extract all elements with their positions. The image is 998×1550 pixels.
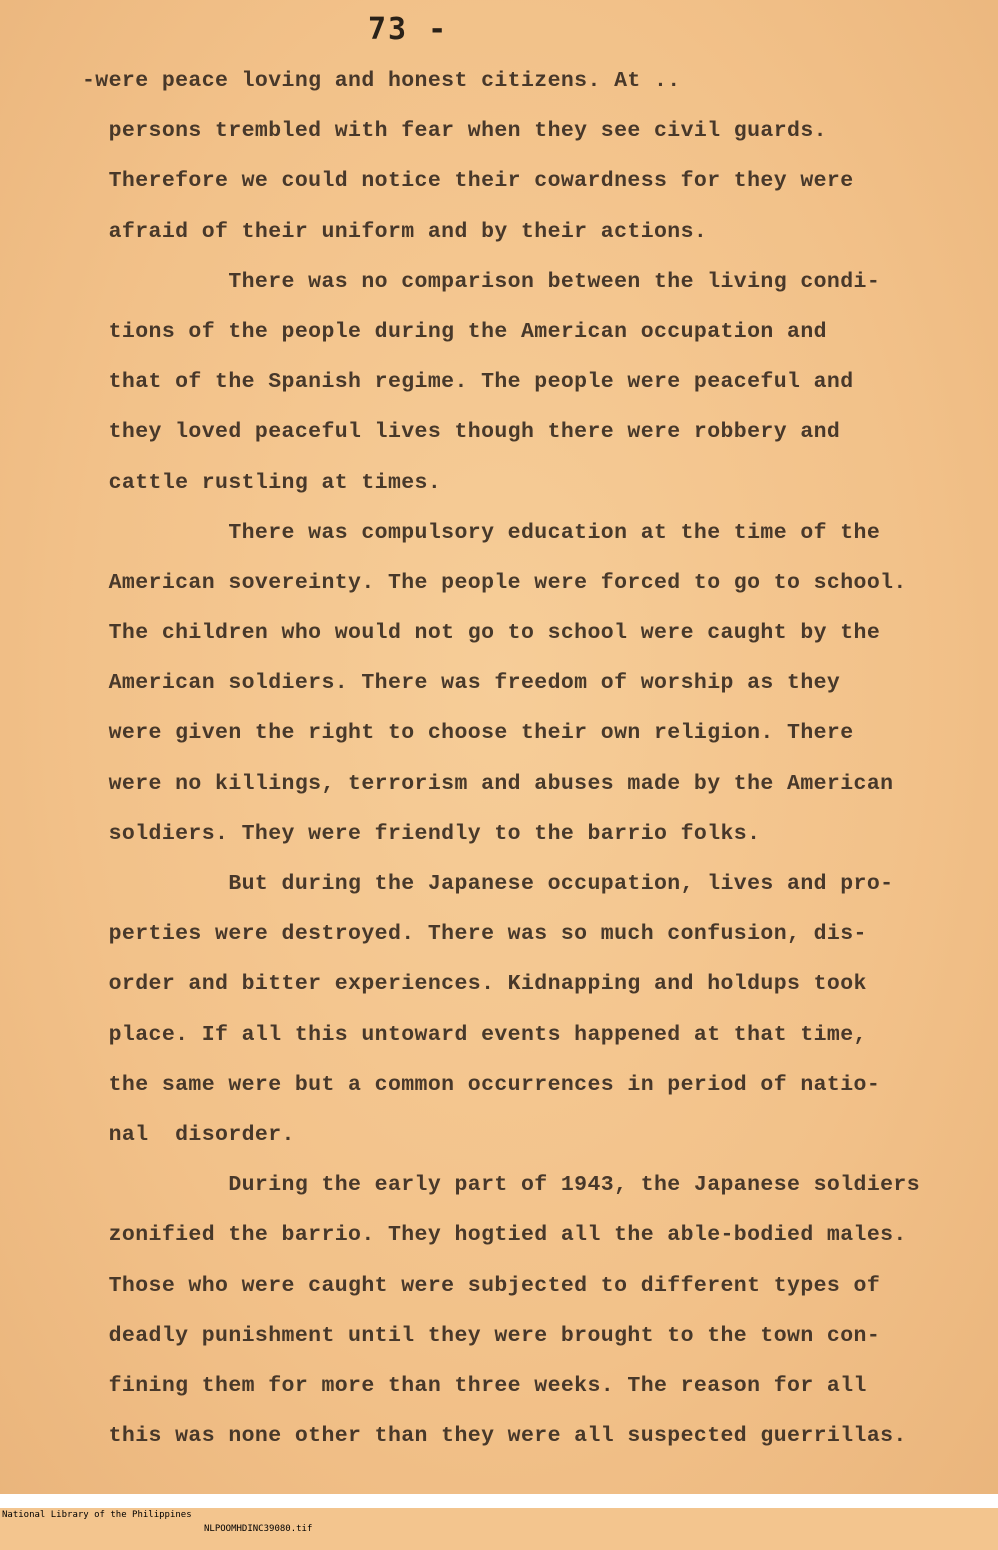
text-line: perties were destroyed. There was so much confusion, dis- xyxy=(82,922,867,947)
text-line: During the early part of 1943, the Japanese soldiers xyxy=(82,1173,921,1198)
text-line: There was no comparison between the living condi- xyxy=(82,269,881,294)
text-line: American soldiers. There was freedom of worship as they xyxy=(82,671,841,696)
text-line: cattle rustling at times. xyxy=(82,470,442,495)
text-line: American sovereinty. The people were forced to go to school. xyxy=(82,570,907,595)
text-line: Those who were caught were subjected to different types of xyxy=(82,1273,881,1298)
text-line: place. If all this untoward events happened at that time, xyxy=(82,1022,867,1047)
text-line: the same were but a common occurrences in period of natio- xyxy=(82,1072,881,1097)
body-text xyxy=(82,64,982,1469)
text-line: zonified the barrio. They hogtied all the able-bodied males. xyxy=(82,1223,907,1248)
text-line: afraid of their uniform and by their actions. xyxy=(82,219,708,244)
text-line: that of the Spanish regime. The people were peaceful and xyxy=(82,370,854,395)
file-name: NLPOOMHDINC39080.tif xyxy=(204,1524,313,1534)
text-line: -were peace loving and honest citizens. At .. xyxy=(82,69,681,93)
text-line: were no killings, terrorism and abuses made by the American xyxy=(82,771,894,796)
text-line: tions of the people during the American occupation and xyxy=(82,319,827,344)
text-line: soldiers. They were friendly to the barrio folks. xyxy=(82,821,761,846)
text-line: this was none other than they were all suspected guerrillas. xyxy=(82,1424,907,1449)
text-line: nal disorder. xyxy=(82,1122,295,1147)
scan-footer xyxy=(0,1494,998,1534)
text-line: But during the Japanese occupation, lives and pro- xyxy=(82,872,894,896)
text-line: fining them for more than three weeks. The reason for all xyxy=(82,1373,867,1398)
text-line: they loved peaceful lives though there were robbery and xyxy=(82,420,841,445)
text-line: order and bitter experiences. Kidnapping and holdups took xyxy=(82,972,867,997)
text-line: deadly punishment until they were brought to the town con- xyxy=(82,1323,881,1348)
text-line: Therefore we could notice their cowardness for they were xyxy=(82,169,854,194)
text-line: The children who would not go to school were caught by the xyxy=(82,621,881,646)
text-line: There was compulsory education at the time of the xyxy=(82,520,881,545)
page-number: 73 - xyxy=(368,12,449,47)
library-name: National Library of the Philippines xyxy=(2,1510,192,1520)
text-line: were given the right to choose their own religion. There xyxy=(82,721,854,746)
text-line: persons trembled with fear when they see civil guards. xyxy=(82,119,827,144)
